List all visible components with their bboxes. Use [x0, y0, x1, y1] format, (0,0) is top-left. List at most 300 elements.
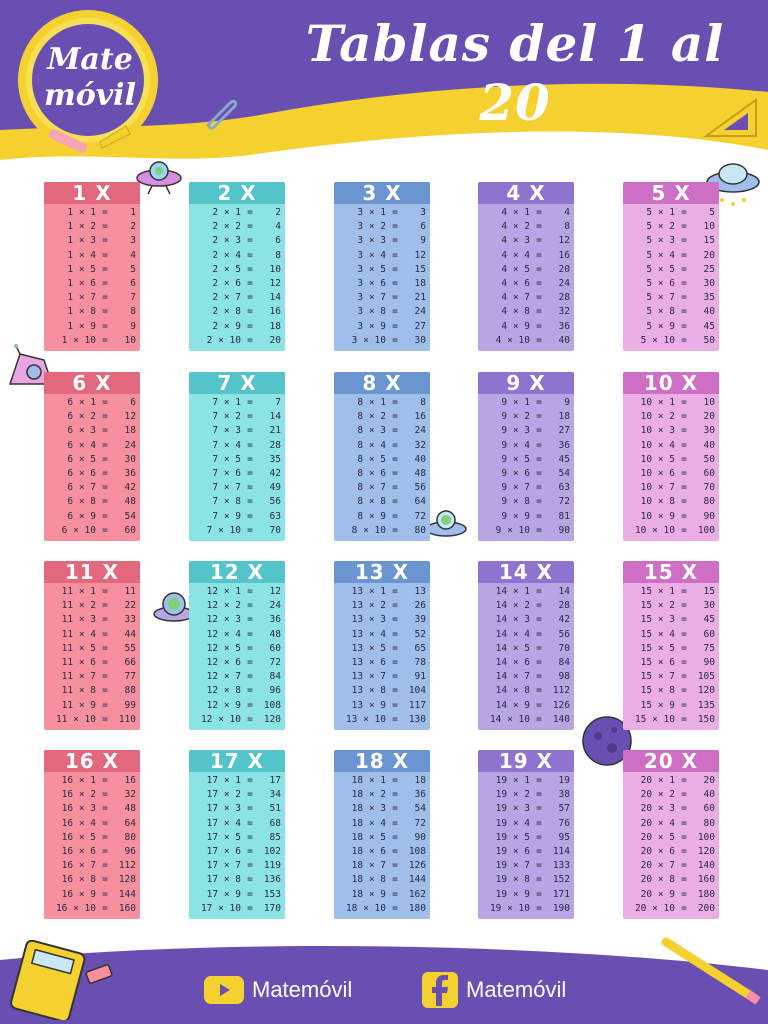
row-expression: 17 × 4 — [206, 817, 241, 829]
row-result: 98 — [558, 671, 570, 683]
table-row — [334, 817, 430, 831]
equals-sign: = — [392, 831, 398, 843]
row-result: 70 — [269, 524, 281, 536]
row-expression: 15 × 10 — [634, 713, 675, 725]
row-result: 28 — [558, 600, 570, 612]
equals-sign: = — [102, 277, 108, 289]
table-row — [44, 467, 140, 481]
row-expression: 13 × 4 — [351, 628, 386, 640]
table-row — [623, 424, 719, 438]
table-row — [478, 585, 574, 599]
equals-sign: = — [247, 482, 253, 494]
row-result: 7 — [130, 292, 136, 304]
table-row — [623, 249, 719, 263]
equals-sign: = — [681, 320, 687, 332]
row-expression: 11 × 3 — [61, 614, 96, 626]
row-result: 52 — [414, 628, 426, 640]
table-row — [478, 410, 574, 424]
row-result: 60 — [703, 803, 715, 815]
table-row — [189, 613, 285, 627]
table-row — [334, 495, 430, 509]
table-row — [44, 439, 140, 453]
table-row — [334, 628, 430, 642]
row-expression: 15 × 2 — [640, 600, 675, 612]
row-expression: 10 × 9 — [640, 510, 675, 522]
equals-sign: = — [536, 397, 542, 408]
row-result: 20 — [269, 334, 281, 346]
table-row — [623, 305, 719, 319]
row-result: 2 — [130, 221, 136, 233]
row-result: 15 — [703, 235, 715, 247]
row-expression: 20 × 10 — [634, 902, 675, 914]
row-expression: 4 × 2 — [501, 221, 530, 233]
equals-sign: = — [102, 320, 108, 332]
youtube-link[interactable] — [204, 972, 352, 1008]
table-row — [189, 334, 285, 348]
row-result: 60 — [703, 628, 715, 640]
table-row — [623, 263, 719, 277]
table-row — [189, 774, 285, 788]
table-row — [44, 628, 140, 642]
row-result: 99 — [124, 699, 136, 711]
facebook-link[interactable] — [422, 972, 566, 1008]
table-header: 19 X — [478, 750, 574, 772]
row-result: 32 — [414, 439, 426, 451]
row-result: 8 — [275, 249, 281, 261]
table-row — [334, 656, 430, 670]
row-result: 95 — [558, 831, 570, 843]
row-expression: 4 × 7 — [501, 292, 530, 304]
row-result: 14 — [269, 292, 281, 304]
table-row — [478, 888, 574, 902]
row-result: 33 — [124, 614, 136, 626]
equals-sign: = — [681, 397, 687, 408]
multiplication-table-card — [334, 750, 430, 919]
row-result: 4 — [130, 249, 136, 261]
equals-sign: = — [536, 277, 542, 289]
row-result: 24 — [414, 425, 426, 437]
equals-sign: = — [392, 496, 398, 508]
row-expression: 10 × 6 — [640, 467, 675, 479]
table-row — [478, 453, 574, 467]
row-expression: 10 × 2 — [640, 411, 675, 423]
equals-sign: = — [102, 249, 108, 261]
equals-sign: = — [102, 642, 108, 654]
row-expression: 8 × 9 — [357, 510, 386, 522]
equals-sign: = — [536, 439, 542, 451]
equals-sign: = — [536, 334, 542, 346]
row-result: 42 — [269, 467, 281, 479]
equals-sign: = — [536, 860, 542, 872]
row-result: 40 — [414, 453, 426, 465]
equals-sign: = — [681, 453, 687, 465]
equals-sign: = — [102, 888, 108, 900]
row-expression: 11 × 2 — [61, 600, 96, 612]
row-expression: 5 × 4 — [646, 249, 675, 261]
table-row — [189, 585, 285, 599]
table-header: 8 X — [334, 372, 430, 394]
row-expression: 6 × 8 — [67, 496, 96, 508]
row-expression: 13 × 10 — [345, 713, 386, 725]
equals-sign: = — [247, 874, 253, 886]
row-expression: 18 × 9 — [351, 888, 386, 900]
table-row — [623, 656, 719, 670]
logo-text-line1: Mate — [47, 42, 133, 77]
table-row — [44, 613, 140, 627]
row-expression: 16 × 7 — [61, 860, 96, 872]
row-expression: 5 × 3 — [646, 235, 675, 247]
row-expression: 17 × 6 — [206, 845, 241, 857]
table-row — [478, 277, 574, 291]
row-expression: 13 × 6 — [351, 656, 386, 668]
youtube-icon — [204, 976, 244, 1004]
table-row — [44, 305, 140, 319]
table-row — [623, 320, 719, 334]
table-row — [478, 510, 574, 524]
table-row — [478, 774, 574, 788]
row-expression: 15 × 8 — [640, 685, 675, 697]
table-row — [44, 859, 140, 873]
row-expression: 15 × 1 — [640, 586, 675, 597]
table-row — [478, 467, 574, 481]
row-result: 117 — [408, 699, 426, 711]
row-result: 4 — [564, 207, 570, 218]
row-result: 45 — [558, 453, 570, 465]
row-expression: 10 × 5 — [640, 453, 675, 465]
table-row — [334, 859, 430, 873]
table-row — [478, 699, 574, 713]
row-expression: 3 × 1 — [357, 207, 386, 218]
set-square-icon — [702, 96, 760, 140]
table-row — [44, 410, 140, 424]
equals-sign: = — [102, 656, 108, 668]
row-result: 20 — [703, 411, 715, 423]
row-result: 16 — [124, 775, 136, 786]
table-row — [623, 774, 719, 788]
equals-sign: = — [247, 685, 253, 697]
row-expression: 7 × 1 — [212, 397, 241, 408]
row-result: 18 — [558, 411, 570, 423]
multiplication-table-card — [478, 182, 574, 351]
equals-sign: = — [536, 425, 542, 437]
row-expression: 13 × 3 — [351, 614, 386, 626]
table-row — [189, 234, 285, 248]
row-result: 49 — [269, 482, 281, 494]
equals-sign: = — [392, 249, 398, 261]
equals-sign: = — [681, 902, 687, 914]
table-header: 4 X — [478, 182, 574, 204]
row-result: 51 — [269, 803, 281, 815]
table-row — [334, 220, 430, 234]
row-result: 6 — [130, 277, 136, 289]
row-expression: 3 × 4 — [357, 249, 386, 261]
equals-sign: = — [681, 789, 687, 801]
row-result: 76 — [558, 817, 570, 829]
table-row — [189, 859, 285, 873]
equals-sign: = — [536, 221, 542, 233]
equals-sign: = — [102, 334, 108, 346]
table-row — [478, 524, 574, 538]
equals-sign: = — [102, 482, 108, 494]
table-row — [478, 788, 574, 802]
equals-sign: = — [102, 874, 108, 886]
row-expression: 17 × 8 — [206, 874, 241, 886]
row-expression: 15 × 3 — [640, 614, 675, 626]
table-row — [334, 831, 430, 845]
equals-sign: = — [392, 600, 398, 612]
table-row — [334, 334, 430, 348]
row-expression: 9 × 4 — [501, 439, 530, 451]
equals-sign: = — [681, 699, 687, 711]
equals-sign: = — [681, 334, 687, 346]
table-row — [623, 467, 719, 481]
row-expression: 15 × 9 — [640, 699, 675, 711]
equals-sign: = — [102, 789, 108, 801]
row-expression: 18 × 6 — [351, 845, 386, 857]
equals-sign: = — [681, 277, 687, 289]
row-result: 72 — [269, 656, 281, 668]
equals-sign: = — [247, 803, 253, 815]
row-expression: 16 × 8 — [61, 874, 96, 886]
table-header: 17 X — [189, 750, 285, 772]
table-row — [623, 699, 719, 713]
row-expression: 6 × 10 — [61, 524, 96, 536]
row-result: 54 — [124, 510, 136, 522]
table-row — [44, 902, 140, 916]
row-result: 60 — [269, 642, 281, 654]
table-row — [334, 234, 430, 248]
row-expression: 11 × 10 — [55, 713, 96, 725]
row-result: 96 — [269, 685, 281, 697]
table-row — [44, 845, 140, 859]
row-result: 26 — [414, 600, 426, 612]
equals-sign: = — [536, 713, 542, 725]
row-result: 171 — [552, 888, 570, 900]
row-result: 18 — [414, 775, 426, 786]
row-expression: 12 × 6 — [206, 656, 241, 668]
equals-sign: = — [536, 467, 542, 479]
row-result: 112 — [552, 685, 570, 697]
table-row — [478, 613, 574, 627]
row-expression: 18 × 7 — [351, 860, 386, 872]
table-row — [623, 628, 719, 642]
row-result: 12 — [269, 586, 281, 597]
equals-sign: = — [102, 713, 108, 725]
equals-sign: = — [681, 671, 687, 683]
equals-sign: = — [247, 207, 253, 218]
row-expression: 6 × 4 — [67, 439, 96, 451]
row-result: 30 — [124, 453, 136, 465]
row-result: 30 — [703, 600, 715, 612]
page-title: Tablas del 1 al 20 — [305, 14, 725, 132]
row-result: 34 — [269, 789, 281, 801]
row-result: 35 — [269, 453, 281, 465]
row-result: 36 — [414, 789, 426, 801]
row-result: 108 — [263, 699, 281, 711]
row-expression: 8 × 3 — [357, 425, 386, 437]
multiplication-table-card — [478, 372, 574, 541]
equals-sign: = — [681, 411, 687, 423]
row-result: 21 — [414, 292, 426, 304]
row-expression: 17 × 10 — [200, 902, 241, 914]
row-result: 120 — [697, 845, 715, 857]
row-result: 100 — [697, 831, 715, 843]
row-expression: 6 × 7 — [67, 482, 96, 494]
row-expression: 20 × 6 — [640, 845, 675, 857]
equals-sign: = — [247, 860, 253, 872]
row-result: 36 — [558, 439, 570, 451]
equals-sign: = — [536, 207, 542, 218]
row-expression: 12 × 1 — [206, 586, 241, 597]
equals-sign: = — [681, 439, 687, 451]
table-row — [189, 642, 285, 656]
row-expression: 14 × 6 — [495, 656, 530, 668]
row-expression: 4 × 4 — [501, 249, 530, 261]
row-result: 96 — [124, 845, 136, 857]
table-row — [478, 249, 574, 263]
row-expression: 14 × 2 — [495, 600, 530, 612]
table-row — [44, 788, 140, 802]
equals-sign: = — [681, 685, 687, 697]
equals-sign: = — [247, 467, 253, 479]
table-row — [623, 802, 719, 816]
row-expression: 4 × 9 — [501, 320, 530, 332]
row-expression: 7 × 4 — [212, 439, 241, 451]
row-expression: 1 × 6 — [67, 277, 96, 289]
table-row — [44, 585, 140, 599]
table-row — [334, 206, 430, 220]
row-expression: 17 × 3 — [206, 803, 241, 815]
equals-sign: = — [102, 860, 108, 872]
row-result: 27 — [414, 320, 426, 332]
equals-sign: = — [392, 628, 398, 640]
row-expression: 2 × 9 — [212, 320, 241, 332]
equals-sign: = — [102, 207, 108, 218]
multiplication-table-card — [623, 372, 719, 541]
equals-sign: = — [247, 249, 253, 261]
matemovil-logo — [10, 8, 170, 158]
row-result: 144 — [408, 874, 426, 886]
row-result: 50 — [703, 334, 715, 346]
table-row — [44, 424, 140, 438]
equals-sign: = — [247, 775, 253, 786]
table-row — [623, 220, 719, 234]
table-row — [44, 699, 140, 713]
equals-sign: = — [102, 411, 108, 423]
row-result: 32 — [558, 306, 570, 318]
equals-sign: = — [247, 453, 253, 465]
equals-sign: = — [102, 467, 108, 479]
equals-sign: = — [392, 789, 398, 801]
equals-sign: = — [102, 671, 108, 683]
table-row — [44, 642, 140, 656]
table-row — [478, 206, 574, 220]
equals-sign: = — [102, 775, 108, 786]
row-expression: 19 × 2 — [495, 789, 530, 801]
equals-sign: = — [392, 482, 398, 494]
row-result: 24 — [558, 277, 570, 289]
table-row — [478, 802, 574, 816]
row-result: 72 — [558, 496, 570, 508]
row-result: 9 — [130, 320, 136, 332]
row-expression: 17 × 1 — [206, 775, 241, 786]
table-row — [44, 277, 140, 291]
equals-sign: = — [681, 831, 687, 843]
table-row — [189, 206, 285, 220]
equals-sign: = — [247, 699, 253, 711]
row-result: 102 — [263, 845, 281, 857]
row-result: 5 — [709, 207, 715, 218]
equals-sign: = — [247, 671, 253, 683]
row-expression: 20 × 3 — [640, 803, 675, 815]
row-expression: 8 × 6 — [357, 467, 386, 479]
row-expression: 20 × 9 — [640, 888, 675, 900]
row-expression: 9 × 8 — [501, 496, 530, 508]
equals-sign: = — [102, 699, 108, 711]
row-result: 72 — [414, 817, 426, 829]
row-expression: 4 × 5 — [501, 263, 530, 275]
row-expression: 7 × 3 — [212, 425, 241, 437]
row-result: 20 — [703, 249, 715, 261]
table-header: 2 X — [189, 182, 285, 204]
equals-sign: = — [536, 831, 542, 843]
table-row — [189, 902, 285, 916]
table-row — [189, 263, 285, 277]
row-expression: 6 × 5 — [67, 453, 96, 465]
row-expression: 7 × 5 — [212, 453, 241, 465]
equals-sign: = — [392, 277, 398, 289]
table-header: 3 X — [334, 182, 430, 204]
table-row — [334, 670, 430, 684]
table-row — [189, 467, 285, 481]
row-result: 42 — [558, 614, 570, 626]
equals-sign: = — [536, 845, 542, 857]
row-expression: 7 × 6 — [212, 467, 241, 479]
equals-sign: = — [392, 803, 398, 815]
equals-sign: = — [681, 713, 687, 725]
equals-sign: = — [392, 207, 398, 218]
table-row — [623, 524, 719, 538]
equals-sign: = — [102, 292, 108, 304]
equals-sign: = — [247, 425, 253, 437]
equals-sign: = — [247, 411, 253, 423]
row-expression: 3 × 10 — [351, 334, 386, 346]
row-result: 12 — [124, 411, 136, 423]
row-result: 126 — [408, 860, 426, 872]
table-row — [44, 817, 140, 831]
row-result: 16 — [269, 306, 281, 318]
row-result: 66 — [124, 656, 136, 668]
facebook-icon — [422, 972, 458, 1008]
table-row — [478, 334, 574, 348]
table-row — [334, 510, 430, 524]
row-result: 56 — [558, 628, 570, 640]
table-row — [334, 873, 430, 887]
row-result: 91 — [414, 671, 426, 683]
row-expression: 9 × 5 — [501, 453, 530, 465]
equals-sign: = — [681, 803, 687, 815]
equals-sign: = — [102, 628, 108, 640]
row-result: 40 — [703, 439, 715, 451]
row-expression: 10 × 4 — [640, 439, 675, 451]
table-row — [189, 788, 285, 802]
table-row — [623, 495, 719, 509]
row-result: 40 — [703, 306, 715, 318]
row-expression: 15 × 7 — [640, 671, 675, 683]
row-expression: 3 × 5 — [357, 263, 386, 275]
multiplication-table-card — [478, 561, 574, 730]
row-result: 25 — [703, 263, 715, 275]
